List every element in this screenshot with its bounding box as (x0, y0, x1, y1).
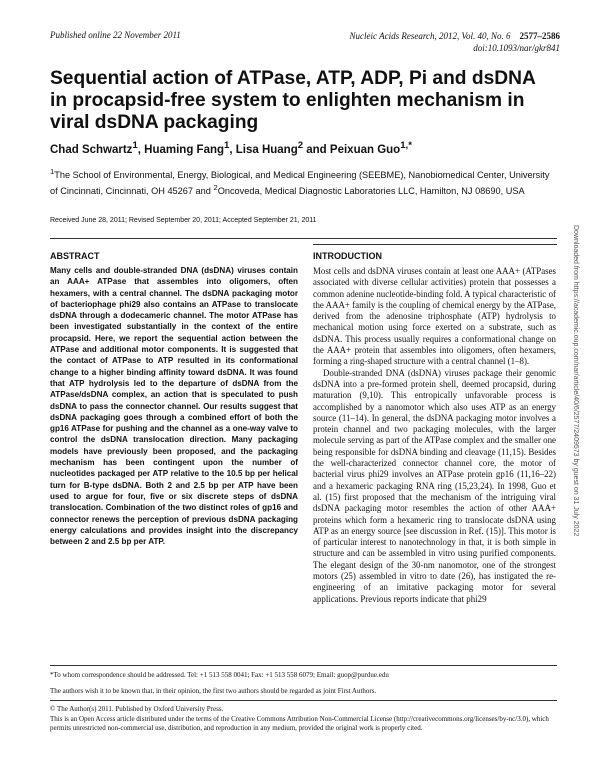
author: Peixuan Guo$^{1,*}$ (329, 140, 412, 156)
footnote-correspondence: *To whom correspondence should be addressed. Tel: +1 513 558 0041; Fax: +1 513 558 6079; Email: guop@purdue.edu (50, 671, 389, 679)
abstract-heading: ABSTRACT (50, 251, 100, 261)
author: Chad Schwartz$^1$, (50, 140, 145, 156)
affiliations: $^1$The School of Environmental, Energy, Biological, and Medical Engineering (SEEBME), Nanobiomedical Center, University of Cincinnati, Cincinnati, OH 45267 and $^2$Oncoveda, Medical Diagnostic Laboratories LLC, Hamilton, NJ 08690, USA (50, 167, 550, 196)
divider (50, 238, 557, 239)
abstract-text: Many cells and double-stranded DNA (dsDNA) viruses contain an AAA+ ATPase that assembles into oligomers, often hexamers, with a central channel. The dsDNA packaging motor of bacteriophage phi29 also contains an ATPase to translocate dsDNA through a dodecameric channel. The motor ATPase has been investigated substantially in the context of the entire procapsid. Here, we report the sequential action between the ATPase and additional motor components. It is suggested that the contact of ATPase to ATP resulted in its conformational change to a higher binding affinity toward dsDNA. It was found that ATP hydrolysis led to the departure of dsDNA from the ATPase/dsDNA complex, an action that is speculated to push dsDNA to pass the connector channel. Our results suggest that dsDNA packaging goes through a combined effort of both the gp16 ATPase for pushing and the channel as a one-way valve to control the dsDNA translocation direction. Many packaging models have previously been proposed, and the packaging mechanism has been contingent upon the number of nucleotides packaged per ATP relative to the 10.5 bp per helical turn for B-type dsDNA. Both 2 and 2.5 bp per ATP have been used to argue for four, five or six discrete steps of dsDNA translocation. Combination of the two distinct roles of gp16 and connector renews the perception of previous dsDNA packaging energy calculations and provides insight into the discrepancy between 2 and 2.5 bp per ATP. (50, 266, 298, 547)
author: Huaming Fang$^1$, (144, 140, 236, 156)
paragraph: Most cells and dsDNA viruses contain at least one AAA+ (ATPases associated with diverse cellular activities) protein that possesses a common adenine nucleotide-binding fold. A typical characteristic of the AAA+ family is the coupling of chemical energy by the ATPase, derived from the adenosine triphosphate (ATP) hydrolysis to mechanical motion using force exerted on a substrate, such as dsDNA. This process usually requires a conformational change on the AAA+ protein that assembles into oligomers, often hexamers, forming a ring-shaped structure with a central channel (1–8). (313, 266, 556, 367)
author-list (50, 140, 550, 156)
paragraph: Double-stranded DNA (dsDNA) viruses package their genomic dsDNA into a pre-formed protein shell, deemed procapsid, during maturation (9,10). This entropically unfavorable process is accomplished by a nanomotor which also uses ATP as an energy source (11–14). In general, the dsDNA packaging motor involves a protein channel and two packaging molecules, with the larger molecule serving as part of the ATPase complex and the smaller one being responsible for dsDNA binding and cleavage (11,15). Besides the well-characterized connector channel core, the motor of bacterial virus phi29 involves an ATPase protein gp16 (11,16–22) and a hexameric packaging RNA ring (15,23,24). In 1998, Guo et al. (15) first proposed that the mechanism of the intriguing viral dsDNA packaging motor resembles the action of other AAA+ proteins which form a hexameric ring to translocate dsDNA using ATP as an energy source [see discussion in Ref. (15)]. This motor is of particular interest to nanotechnology in that, it is both simple in structure and can be assembled in vitro using purified components. The elegant design of the 30-nm nanomotor, one of the strongest motors (25) assembled in vitro to date (26), has instigated the re-engineering of an imitative packaging motor for several applications. Previous reports indicate that phi29 (313, 367, 556, 604)
journal-citation (300, 30, 560, 54)
published-date: Published online 22 November 2011 (50, 30, 181, 40)
received-dates: Received June 28, 2011; Revised September 20, 2011; Accepted September 21, 2011 (50, 217, 317, 224)
introduction-heading: INTRODUCTION (313, 251, 382, 261)
footnote-divider (50, 665, 557, 666)
page-range: 2577–2586 (519, 31, 560, 41)
license-text: This is an Open Access article distributed under the terms of the Creative Commons Attribution Non-Commercial License (http://creativecommons.org/licenses/by-nc/3.0), which permits unrestricted non-commercial use, distribution, and reproduction in any medium, provided the original work is properly cited. (50, 714, 549, 732)
footnote-divider (50, 700, 557, 701)
article-title: Sequential action of ATPase, ATP, ADP, Pi and dsDNA in procapsid-free system to enlighten mechanism in viral dsDNA packaging (50, 68, 536, 133)
introduction-text (313, 266, 556, 605)
author: Lisa Huang$^2$ and (235, 140, 330, 156)
download-watermark: Downloaded from https://academic.oup.com/nar/article/40/6/2577/2409573 by guest on 31 July 2022 (572, 225, 579, 537)
copyright-notice: © The Author(s) 2011. Published by Oxford University Press. This is an Open Access article distributed under the terms of the Creative Commons Attribution Non-Commercial License (http://creativecommons.org/licenses/by-nc/3.0), which permits unrestricted non-commercial use, distribution, and reproduction in any medium, provided the original work is properly cited. (50, 705, 560, 734)
doi[interactable]: doi:10.1093/nar/gkr841 (473, 43, 560, 53)
divider (313, 244, 557, 245)
footnote-joint-authors: The authors wish it to be known that, in their opinion, the first two authors should be regarded as joint First Authors. (50, 687, 377, 695)
journal-name: Nucleic Acids Research, 2012, Vol. 40, No. 6 (349, 31, 511, 41)
